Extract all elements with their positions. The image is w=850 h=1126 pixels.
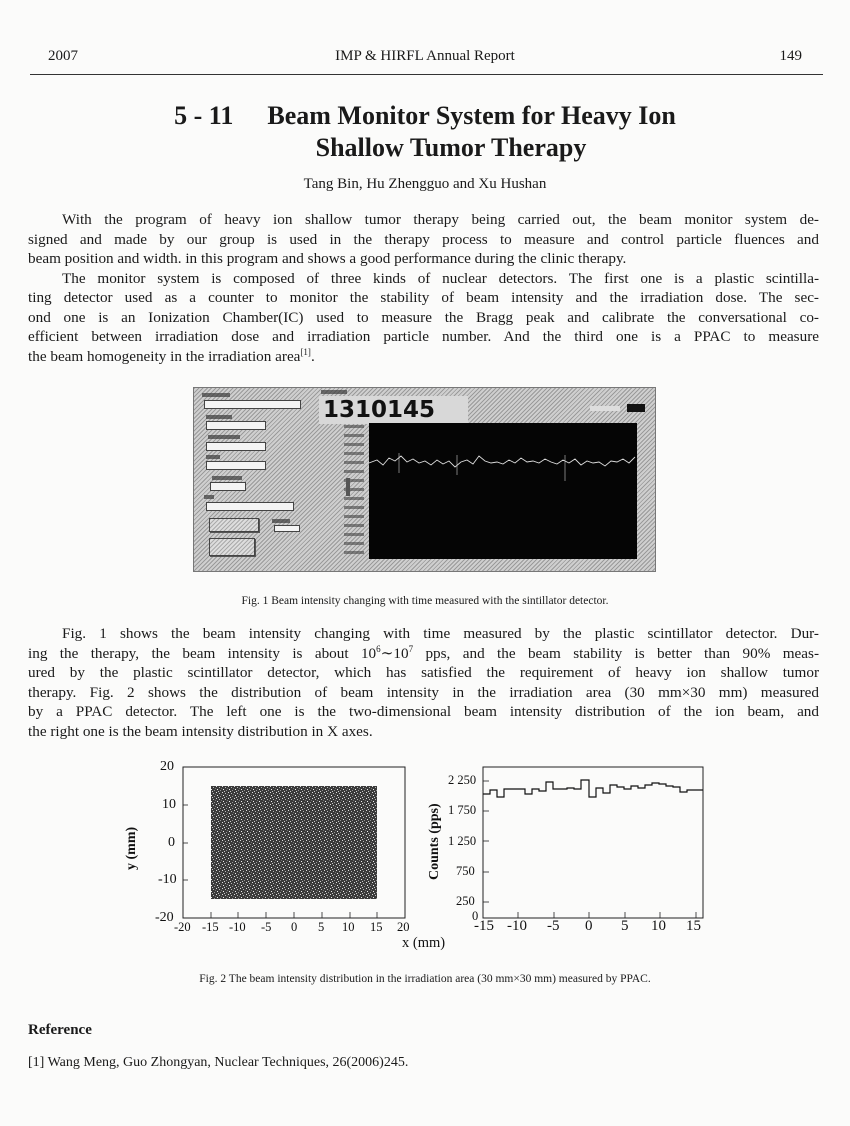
control-field — [274, 525, 300, 532]
y-axis-label: Counts (pps) — [427, 803, 442, 880]
beam-spot — [211, 786, 377, 899]
stop-button — [209, 538, 255, 556]
text-line: signed and made by our group is used in the therapy process to measure and control particle fluences and — [28, 230, 819, 248]
text-line: ond one is an Ionization Chamber(IC) used to measure the Bragg peak and calibrate the conversational co- — [28, 308, 819, 326]
text-line: ting detector used as a counter to monitor the stability of beam intensity and the irradiation dose. The sec- — [28, 289, 819, 306]
header-journal: IMP & HIRFL Annual Report — [335, 48, 515, 64]
control-field — [206, 461, 266, 470]
y-axis-label — [346, 478, 350, 496]
figure-1-screenshot — [193, 387, 656, 572]
y-tick: 0 — [168, 835, 175, 850]
y-tick: -20 — [155, 910, 174, 925]
counter-display: 1310145 — [319, 396, 468, 424]
text-line: ured by the plastic scintillator detector, which has satisfied the requirement of heavy ion shallow tumor — [28, 664, 819, 681]
y-tick: -10 — [158, 872, 177, 887]
article-number: 5 - 11 — [174, 101, 234, 130]
text-line: beam position and width. in this program and shows a good performance during the clinic therapy. — [28, 250, 627, 267]
header-year: 2007 — [48, 48, 78, 64]
control-label — [204, 495, 214, 499]
authors: Tang Bin, Hu Zhengguo and Xu Hushan — [303, 176, 547, 192]
header-page-number: 149 — [779, 48, 802, 64]
reference-item: [1] Wang Meng, Guo Zhongyan, Nuclear Techniques, 26(2006)245. — [28, 1055, 409, 1070]
device-select — [204, 400, 301, 409]
reference-heading: Reference — [28, 1022, 92, 1038]
control-label — [202, 393, 230, 397]
paragraph-results — [28, 624, 819, 741]
path-select — [206, 502, 294, 511]
histogram-step — [483, 780, 703, 797]
text-line: ing the therapy, the beam intensity is about $10^6\sim 10^7$ pps, and the beam stability is better than 90% meas- — [28, 643, 820, 662]
x-axis-label: x (mm) — [402, 935, 446, 951]
paragraph-intro — [28, 210, 819, 366]
text-line: the right one is the beam intensity distribution in X axes. — [28, 722, 373, 740]
legend-swatch — [627, 404, 645, 412]
control-label — [272, 519, 290, 523]
text-line: efficient between irradiation dose and irradiation particle number. And the third one is a PPAC to measure — [28, 328, 819, 345]
text-line: With the program of heavy ion shallow tumor therapy being carried out, the beam monitor system de- — [62, 211, 819, 228]
text-line: the beam homogeneity in the irradiation area[1]. — [28, 346, 315, 365]
text-line: by a PPAC detector. The left one is the two-dimensional beam intensity distribution of the ion beam, and — [28, 703, 819, 720]
y-tick: 20 — [160, 759, 174, 774]
running-head — [48, 48, 802, 70]
control-field — [206, 421, 266, 430]
control-field — [206, 442, 266, 451]
y-tick: 10 — [162, 797, 176, 812]
text-line: Fig. 1 shows the beam intensity changing with time measured by the plastic scintillator detector. Dur- — [62, 625, 819, 642]
control-label — [212, 476, 242, 480]
control-label — [206, 415, 232, 419]
counter-label — [321, 390, 347, 394]
title-line-1: Beam Monitor System for Heavy Ion — [267, 101, 676, 130]
article-title — [0, 100, 850, 164]
start-button — [209, 518, 259, 532]
y-axis-label: y (mm) — [124, 826, 139, 870]
legend-label — [590, 406, 620, 411]
header-rule — [30, 74, 823, 75]
intensity-time-plot — [369, 423, 637, 559]
control-label — [208, 435, 240, 439]
intensity-trace — [369, 423, 637, 559]
figure-1-caption: Fig. 1 Beam intensity changing with time measured with the sintillator detector. — [241, 595, 609, 607]
figure-2: 20 10 0 -10 -20 y (mm) -20 -15 -10 -5 0 5 10 15 20 2 250 1 750 1 250 750 250 0 Counts (pps) -15 -10 -5 0 5 10 15 x (mm) — [0, 0, 850, 1126]
control-field — [210, 482, 246, 491]
title-line-2: Shallow Tumor Therapy — [315, 133, 587, 162]
control-label — [206, 455, 220, 459]
text-line: therapy. Fig. 2 shows the distribution of beam intensity in the irradiation area (30 mm×30 mm) measured — [28, 683, 819, 701]
citation-link[interactable]: [1] — [300, 346, 311, 357]
text-line: The monitor system is composed of three kinds of nuclear detectors. The first one is a plastic scintilla- — [62, 269, 819, 287]
figure-2-caption: Fig. 2 The beam intensity distribution in the irradiation area (30 mm×30 mm) measured by PPAC. — [199, 973, 651, 985]
